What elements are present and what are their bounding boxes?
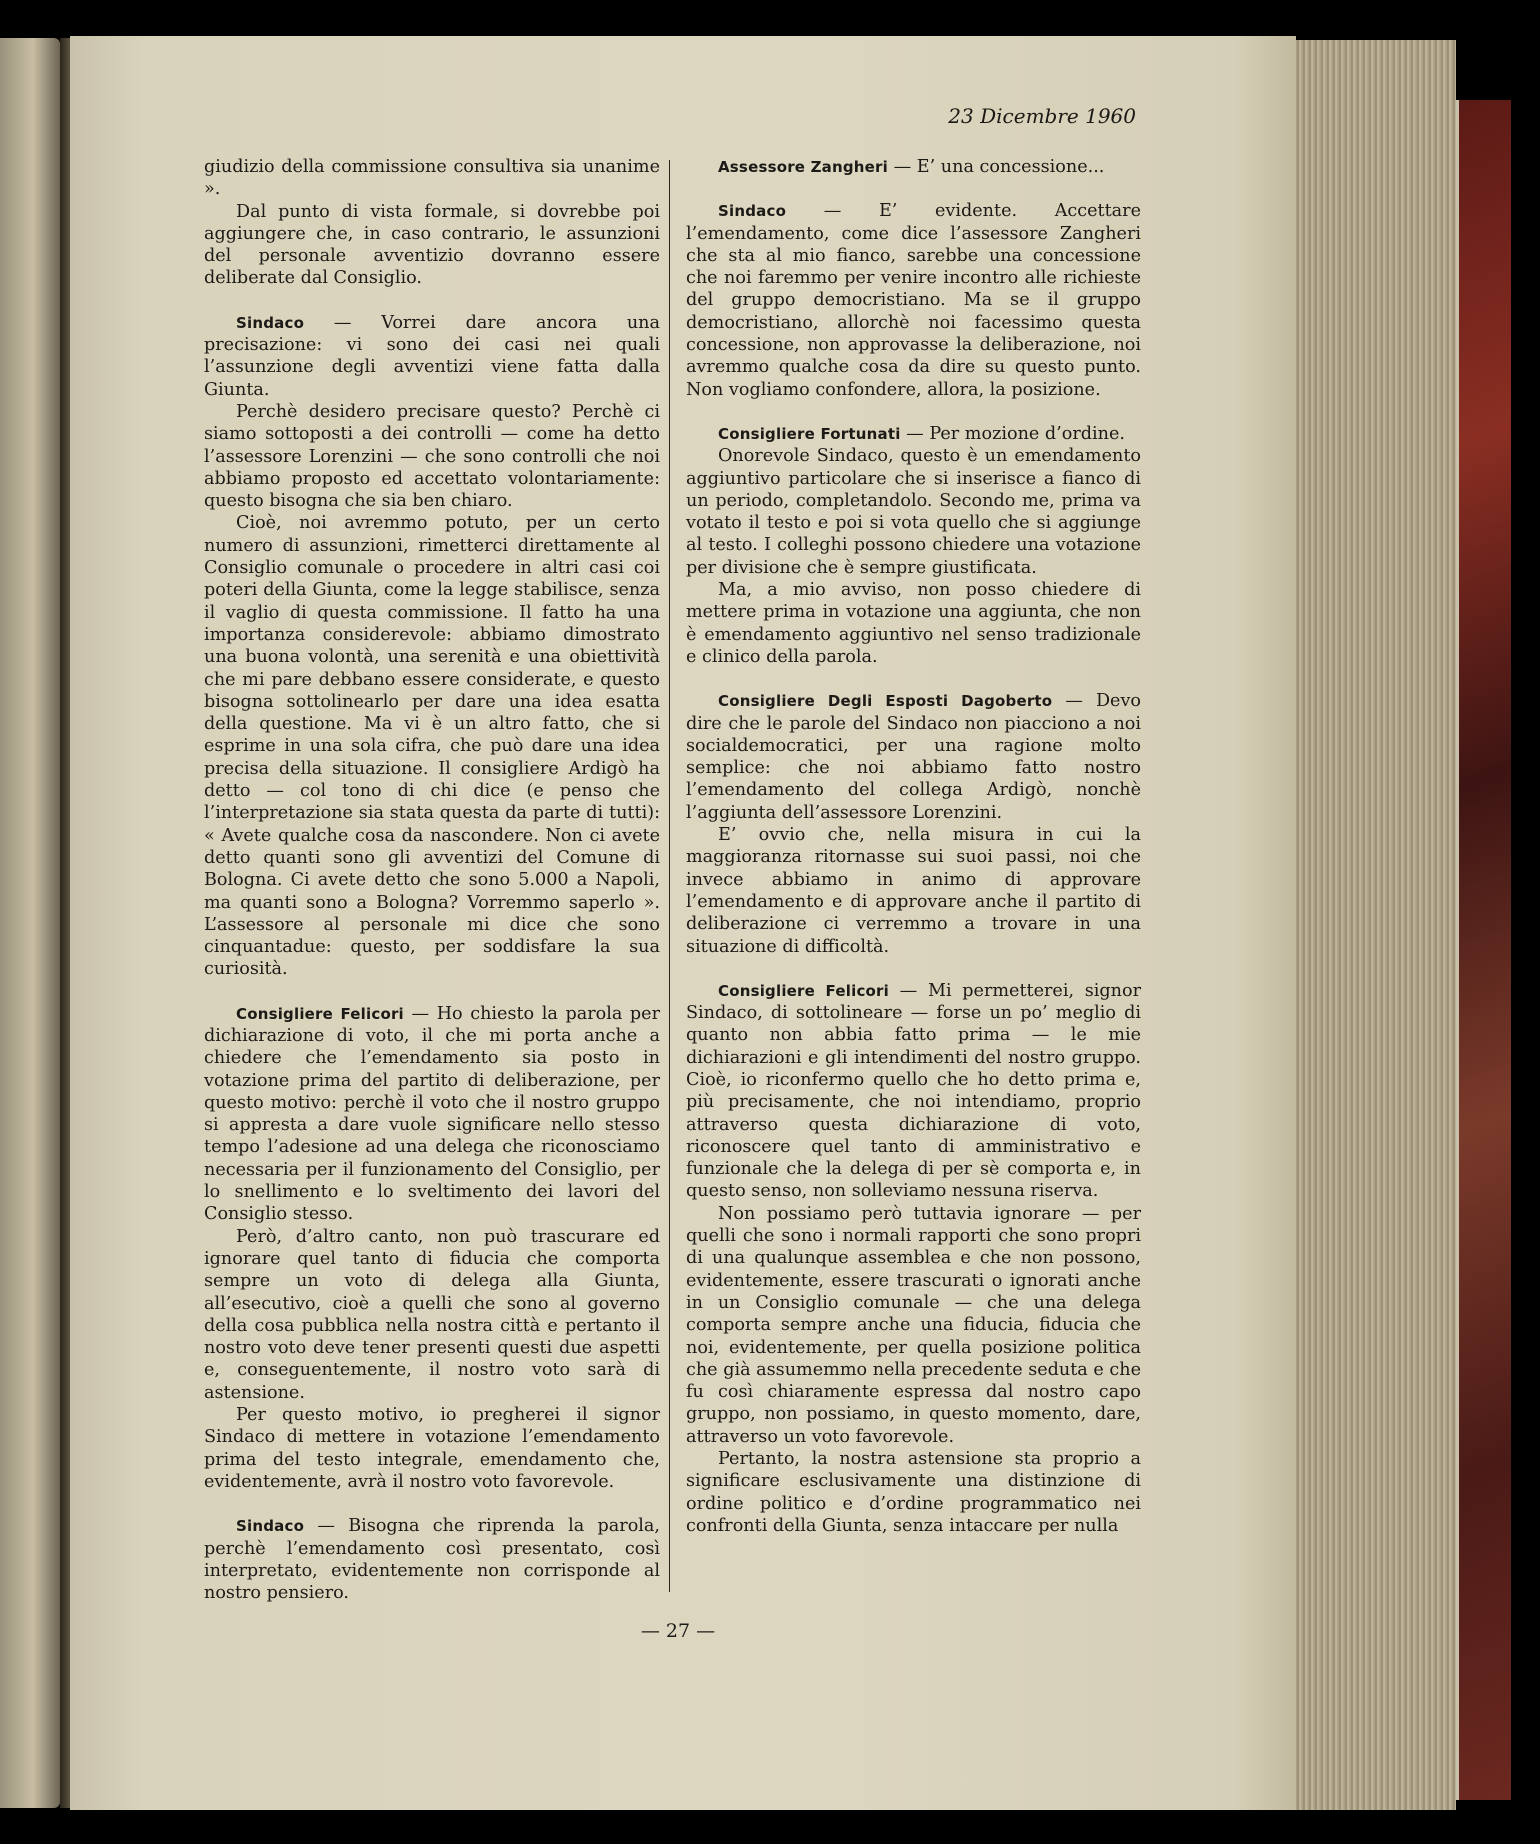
speaker-name: Assessore Zangheri [718, 158, 888, 176]
speaker-name: Consigliere Felicori [718, 981, 889, 1000]
speech-paragraph: Sindaco — Bisogna che riprenda la parola, perchè l’emendamento così presentato, così interpretato, evidentemente non corrisponde al nostro pensiero. [204, 1516, 660, 1604]
right-text-column [686, 156, 1141, 1537]
paragraph-text: Pertanto, la nostra astensione sta proprio a significare esclusivamente una distinzione di ordine politico e d’ordine programmatico nei confronti della Giunta, senza intaccare per nulla [686, 1449, 1141, 1536]
speaker-name: Sindaco [718, 202, 787, 221]
paragraph-text: Onorevole Sindaco, questo è un emendamento aggiuntivo particolare che si inserisce a fianco di un periodo, completandolo. Secondo me, prima va votato il testo e poi si vota quello che si aggiunge al testo. I colleghi possono chiedere una votazione per divisione che è sempre giustificata. [686, 446, 1141, 578]
paragraph-text: E’ una concessione... [916, 157, 1105, 177]
speaker-name: Consigliere Fortunati [718, 424, 901, 443]
paragraph [686, 445, 1141, 579]
paragraph-text: E’ ovvio che, nella misura in cui la maggioranza ritornasse sui suoi passi, noi che invece abbiamo in animo di approvare l’emendamento e di approvare anche il partito di deliberazione ci verremmo a trovare in una situazione di difficoltà. [686, 825, 1141, 957]
paragraph-text: Però, d’altro canto, non può trascurare ed ignorare quel tanto di fiducia che comporta sempre un voto di delega alla Giunta, all’esecutivo, cioè a quelli che sono al governo della cosa pubblica nella nostra città e pertanto il nostro voto deve tener presenti questi due aspetti e, conseguentemente, il nostro voto sarà di astensione. [204, 1226, 660, 1403]
paragraph-text: Non possiamo però tuttavia ignorare — per quelli che sono i normali rapporti che sono propri di una qualunque assemblea e che non possono, evidentemente, essere trascurati o ignorati anche in un Consiglio comunale — che una delega comporta sempre anche una fiducia, fiducia che noi, evidentemente, per quella posizione politica che già assumemmo nella precedente seduta e che fu così chiaramente espressa dal nostro capo gruppo, non possiamo, in questo momento, dare, attraverso un voto favorevole. [686, 1203, 1141, 1447]
paragraph-text: Devo dire che le parole del Sindaco non piacciono a noi socialdemocratici, per una ragione molto semplice: che noi abbiamo fatto nostro l’emendamento del collega Ardigò, nonchè l’aggiunta dell’assessore Lorenzini. [686, 691, 1142, 823]
paragraph [686, 1203, 1141, 1448]
column-divider [669, 160, 670, 1592]
page-number: — 27 — [640, 1620, 716, 1642]
paragraph-text: Ho chiesto la parola per dichiarazione di voto, il che mi porta anche a chiedere che l’emendamento sia posto in votazione prima del partito di deliberazione, per questo motivo: perchè il voto che il nostro gruppo si appresta a dare vuole significare nello stesso tempo l’adesione ad una delega che riconosciamo necessaria per il funzionamento del Consiglio, per lo snellimento e lo sveltimento dei lavori del Consiglio stesso. [204, 1003, 660, 1225]
paragraph-text: Dal punto di vista formale, si dovrebbe poi aggiungere che, in caso contrario, le assunzioni del personale avventizio dovranno essere deliberate dal Consiglio. [204, 201, 660, 289]
paragraph-text: giudizio della commissione consultiva sia unanime ». [204, 157, 660, 200]
page-block-edge [1296, 40, 1456, 1810]
paragraph-text: Per questo motivo, io pregherei il signor Sindaco di mettere in votazione l’emendamento prima del testo integrale, emendamento che, evidentemente, avrà il nostro voto favorevole. [204, 1405, 660, 1492]
speech-paragraph: Consigliere Felicori — Mi permetterei, signor Sindaco, di sottolineare — forse un po’ meglio di quanto non abbia fatto prima — le mie dichiarazioni e gli intendimenti del nostro gruppo. Cioè, io riconfermo quello che ho detto prima e, più precisamente, che noi intendiamo, proprio attraverso questa dichiarazione di voto, riconoscere quel tanto di amministrativo e funzionale che la delega di per sè comporta e, in questo senso, non solleviamo nessuna riserva. [686, 980, 1141, 1202]
paragraph-text: Per mozione d’ordine. [929, 423, 1125, 444]
paragraph-text: Vorrei dare ancora una precisazione: vi sono dei casi nei quali l’assunzione degli avventizi viene fatta dalla Giunta. [204, 312, 661, 400]
speaker-name: Sindaco [236, 1517, 305, 1536]
book-gutter [60, 38, 70, 1808]
running-header-date: 23 Dicembre 1960 [948, 104, 1136, 128]
speaker-name: Consigliere Felicori [236, 1004, 404, 1023]
paragraph [204, 1404, 660, 1493]
paragraph-text: Perchè desidero precisare questo? Perchè ci siamo sottoposti a dei controlli — come ha detto l’assessore Lorenzini — che sono controlli che noi abbiamo proposto ed accettato volontariamente: questo bisogna che sia ben chiaro. [204, 401, 660, 512]
speech-paragraph: Sindaco — E’ evidente. Accettare l’emendamento, come dice l’assessore Zangheri che sta al mio fianco, sarebbe una concessione che noi faremmo per venire incontro alle richieste del gruppo democristiano. Ma se il gruppo democristiano, allorchè noi facessimo questa concessione, non approvasse la deliberazione, noi avremmo qualche cosa da dire su questo punto. Non vogliamo confondere, allora, la posizione. [686, 201, 1141, 400]
speech-paragraph: Consigliere Felicori — Ho chiesto la parola per dichiarazione di voto, il che mi porta anche a chiedere che l’emendamento sia posto in votazione prima del partito di deliberazione, per questo motivo: perchè il voto che il nostro gruppo si appresta a dare vuole significare nello stesso tempo l’adesione ad una delega che riconosciamo necessaria per il funzionamento del Consiglio, per lo snellimento e lo sveltimento dei lavori del Consiglio stesso. [204, 1003, 660, 1225]
facing-page-edge [0, 38, 60, 1808]
paragraph-text: Mi permetterei, signor Sindaco, di sottolineare — forse un po’ meglio di quanto non abbia fatto prima — le mie dichiarazioni e gli intendimenti del nostro gruppo. Cioè, io riconfermo quello che ho detto prima e, più precisamente, che noi intendiamo, proprio attraverso questa dichiarazione di voto, riconoscere quel tanto di amministrativo e funzionale che la delega di per sè comporta e, in questo senso, non solleviamo nessuna riserva. [686, 980, 1141, 1202]
speech-paragraph: Consigliere Degli Esposti Dagoberto — Devo dire che le parole del Sindaco non piacciono a noi socialdemocratici, per una ragione molto semplice: che noi abbiamo fatto nostro l’emendamento del collega Ardigò, nonchè l’aggiunta dell’assessore Lorenzini. [686, 691, 1142, 823]
speech-paragraph: Consigliere Fortunati — Per mozione d’ordine. [718, 423, 1125, 444]
marbled-cover [1456, 100, 1511, 1800]
paragraph-text: Ma, a mio avviso, non posso chiedere di mettere prima in votazione una aggiunta, che non è emendamento aggiuntivo nel senso tradizionale e clinico della parola. [686, 580, 1141, 667]
speech-paragraph: Sindaco — Vorrei dare ancora una precisazione: vi sono dei casi nei quali l’assunzione degli avventizi viene fatta dalla Giunta. [204, 312, 661, 400]
paragraph-text: Bisogna che riprenda la parola, perchè l’emendamento così presentato, così interpretato, evidentemente non corrisponde al nostro pensiero. [204, 1516, 660, 1604]
paragraph [686, 1448, 1141, 1537]
left-text-column [204, 156, 660, 1604]
paragraph [686, 579, 1141, 668]
paragraph [204, 1226, 660, 1404]
paragraph [204, 512, 660, 980]
paragraph [204, 201, 660, 290]
paragraph [204, 401, 660, 512]
paragraph-text: E’ evidente. Accettare l’emendamento, come dice l’assessore Zangheri che sta al mio fianco, sarebbe una concessione che noi faremmo per venire incontro alle richieste del gruppo democristiano. Ma se il gruppo democristiano, allorchè noi facessimo questa concessione, non approvasse la deliberazione, noi avremmo qualche cosa da dire su questo punto. Non vogliamo confondere, allora, la posizione. [686, 201, 1141, 400]
paragraph [686, 824, 1141, 958]
paragraph-text: Cioè, noi avremmo potuto, per un certo numero di assunzioni, rimetterci direttamente al Consiglio comunale o procedere in altri casi coi poteri della Giunta, come la legge stabilisce, senza il vaglio di questa commissione. Il fatto ha una importanza considerevole: abbiamo dimostrato una buona volontà, una serenità e una obiettività che mi pare debbano essere considerate, e questo bisogna sottolinearlo per dare una idea esatta della questione. Ma vi è un altro fatto, che si esprime in una sola cifra, che può dare una idea precisa della situazione. Il consigliere Ardigò ha detto — col tono di chi dice (e penso che l’interpretazione sia stata questa da parte di tutti): « Avete qualche cosa da nascondere. Non ci avete detto quanti sono gli avventizi del Comune di Bologna. Ci avete detto che sono 5.000 a Napoli, ma quanti sono a Bologna? Vorremmo saperlo ». L’assessore al personale mi dice che sono cinquantadue: questo, per soddisfare la sua curiosità. [204, 513, 660, 980]
speaker-name: Consigliere Degli Esposti Dagoberto [718, 692, 1053, 711]
paragraph-continuation [204, 156, 660, 201]
speaker-name: Sindaco [236, 313, 305, 332]
speech-paragraph: Assessore Zangheri — E’ una concessione... [718, 157, 1105, 177]
